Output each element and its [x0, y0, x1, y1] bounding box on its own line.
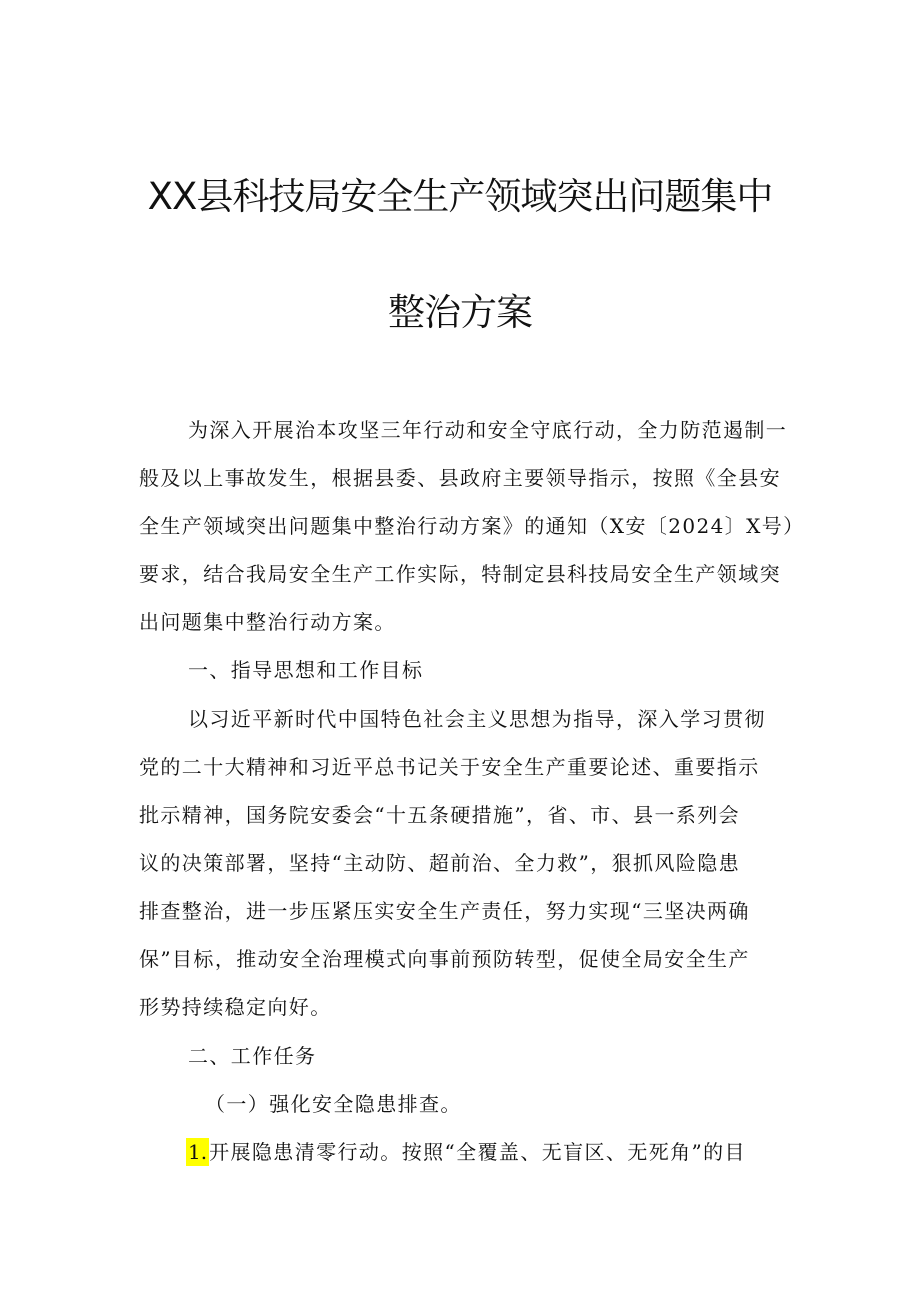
item-1-text: 开展隐患清零行动。按照“全覆盖、无盲区、无死角”的目	[209, 1140, 746, 1164]
section-2-item-1	[186, 1138, 836, 1166]
document-title-line-2: 整治方案	[388, 291, 532, 334]
intro-line-3: 全生产领域突出问题集中整治行动方案》的通知（X安〔2024〕X号）	[139, 514, 805, 538]
section-2-heading: 二、工作任务	[188, 1044, 317, 1068]
section-1-line-1: 以习近平新时代中国特色社会主义思想为指导，深入学习贯彻	[188, 707, 766, 731]
section-1-line-6: 保”目标，推动安全治理模式向事前预防转型，促使全局安全生产	[139, 947, 750, 971]
item-number-highlight: 1.	[188, 1140, 208, 1164]
section-1-line-2: 党的二十大精神和习近平总书记关于安全生产重要论述、重要指示	[139, 755, 760, 779]
intro-line-4: 要求，结合我局安全生产工作实际，特制定县科技局安全生产领域突	[139, 562, 781, 586]
intro-line-2: 般及以上事故发生，根据县委、县政府主要领导指示，按照《全县安	[139, 466, 781, 490]
section-1-line-7: 形势持续稳定向好。	[139, 995, 332, 1019]
intro-line-1: 为深入开展治本攻坚三年行动和安全守底行动，全力防范遏制一	[188, 418, 788, 442]
section-1-line-4: 议的决策部署，坚持“主动防、超前治、全力救”，狠抓风险隐患	[139, 851, 741, 875]
section-1-line-5: 排查整治，进一步压紧压实安全生产责任，努力实现“三坚决两确	[139, 899, 750, 923]
intro-line-5: 出问题集中整治行动方案。	[139, 610, 396, 634]
section-1-heading: 一、指导思想和工作目标	[188, 658, 424, 682]
section-2-subheading: （一）强化安全隐患排查。	[205, 1092, 462, 1116]
section-1-line-3: 批示精神，国务院安委会“十五条硬措施”，省、市、县一系列会	[139, 803, 741, 827]
document-title-line-1: XX县科技局安全生产领域突出问题集中	[147, 175, 773, 218]
